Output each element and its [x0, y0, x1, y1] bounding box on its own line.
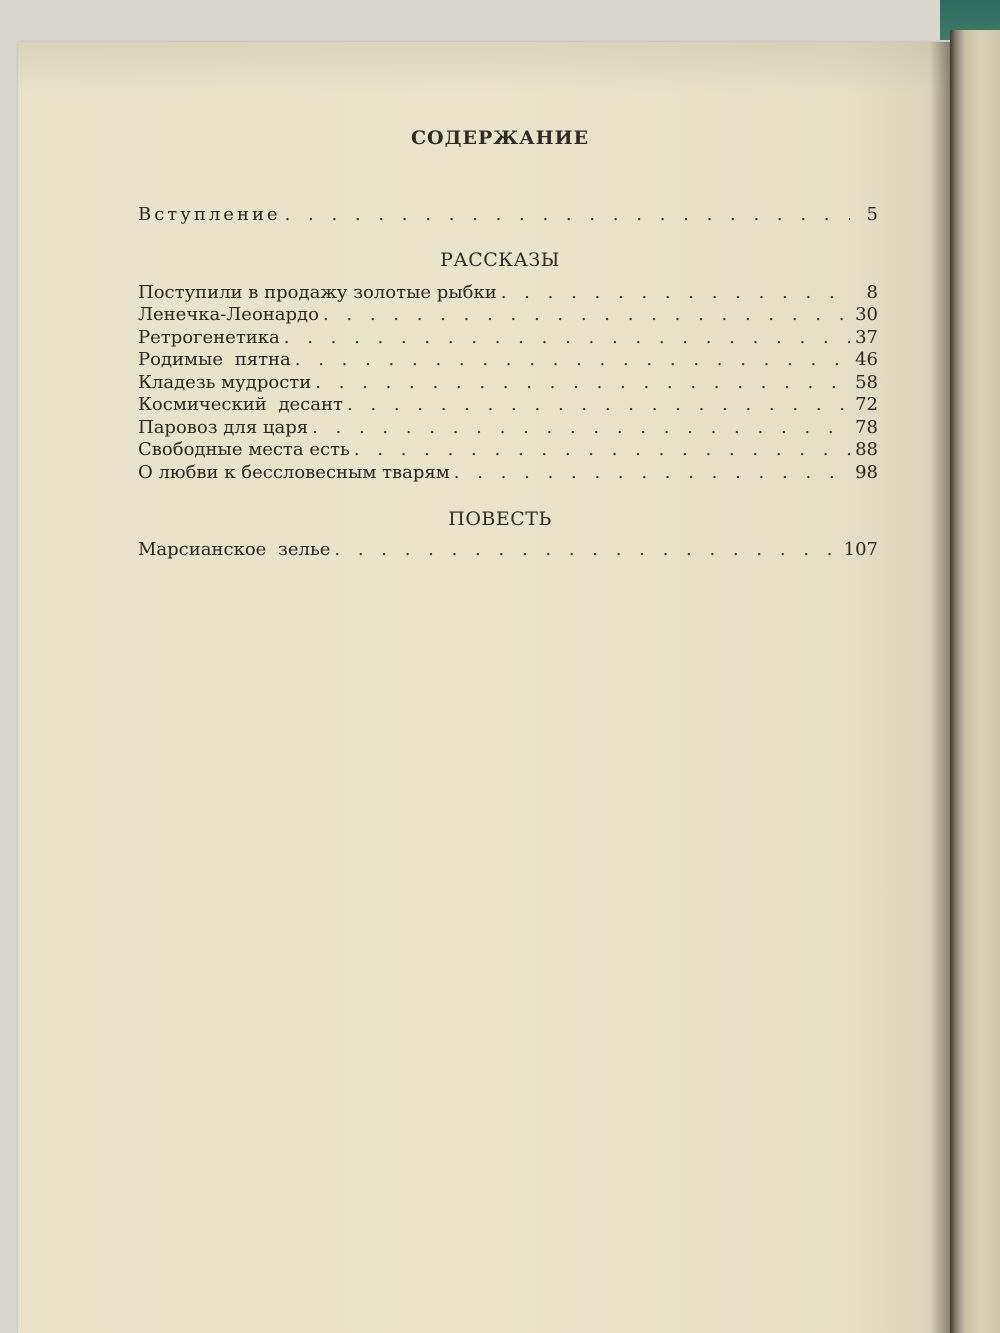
toc-entry-page: 5: [866, 204, 878, 225]
toc-entry-page: 58: [855, 372, 878, 393]
section-heading-stories: РАССКАЗЫ: [440, 249, 560, 271]
toc-entry: [138, 372, 878, 394]
dot-leader: [295, 349, 850, 370]
toc-entry-page: 88: [855, 439, 878, 460]
toc-entry: [138, 462, 878, 484]
toc-entry: [138, 327, 878, 349]
dot-leader: [284, 327, 850, 348]
toc-entry-page: 46: [855, 349, 878, 370]
toc-entry-label: Поступили в продажу золотые рыбки: [138, 282, 497, 303]
toc-entry-label: Паровоз для царя: [138, 417, 309, 438]
toc-entry-page: 72: [855, 394, 878, 415]
toc-entry-label: О любви к бессловесным тварям: [138, 462, 450, 483]
section-heading-novella: ПОВЕСТЬ: [448, 508, 552, 530]
dot-leader: [285, 204, 850, 225]
toc-entry: [138, 282, 878, 304]
toc-entry-label: Вступление: [138, 204, 281, 225]
toc-entry-label: Кладезь мудрости: [138, 372, 312, 393]
toc-entry: [138, 417, 878, 439]
dot-leader: [323, 304, 850, 325]
dot-leader: [454, 462, 850, 483]
toc-entry-page: 37: [855, 327, 878, 348]
toc-entry-label: Родимые пятна: [138, 349, 291, 370]
book-page: [18, 42, 963, 1333]
toc-title: СОДЕРЖАНИЕ: [410, 127, 590, 149]
dot-leader: [312, 417, 850, 438]
toc-entry-page: 98: [855, 462, 878, 483]
toc-entry-label: Марсианское зелье: [138, 539, 331, 560]
page-shadow: [18, 42, 963, 92]
toc-entry-label: Свободные места есть: [138, 439, 350, 460]
toc-entry-intro: [138, 204, 878, 226]
dot-leader: [501, 282, 850, 303]
toc-entry: [138, 394, 878, 416]
toc-entry-label: Ленечка-Леонардо: [138, 304, 319, 325]
dot-leader: [354, 439, 850, 460]
toc-entry: [138, 304, 878, 326]
toc-entry-page: 30: [855, 304, 878, 325]
toc-entry-label: Ретрогенетика: [138, 327, 280, 348]
page-stack-edge: [950, 30, 1000, 1333]
toc-entry: [138, 539, 878, 561]
toc-entry-page: 78: [855, 417, 878, 438]
toc-entry: [138, 349, 878, 371]
toc-entry-page: 107: [843, 539, 878, 560]
toc-entry: [138, 439, 878, 461]
dot-leader: [315, 372, 850, 393]
dot-leader: [347, 394, 850, 415]
toc-entry-label: Космический десант: [138, 394, 343, 415]
dot-leader: [334, 539, 839, 560]
toc-entry-page: 8: [866, 282, 878, 303]
page-gutter-shadow: [930, 42, 950, 1333]
